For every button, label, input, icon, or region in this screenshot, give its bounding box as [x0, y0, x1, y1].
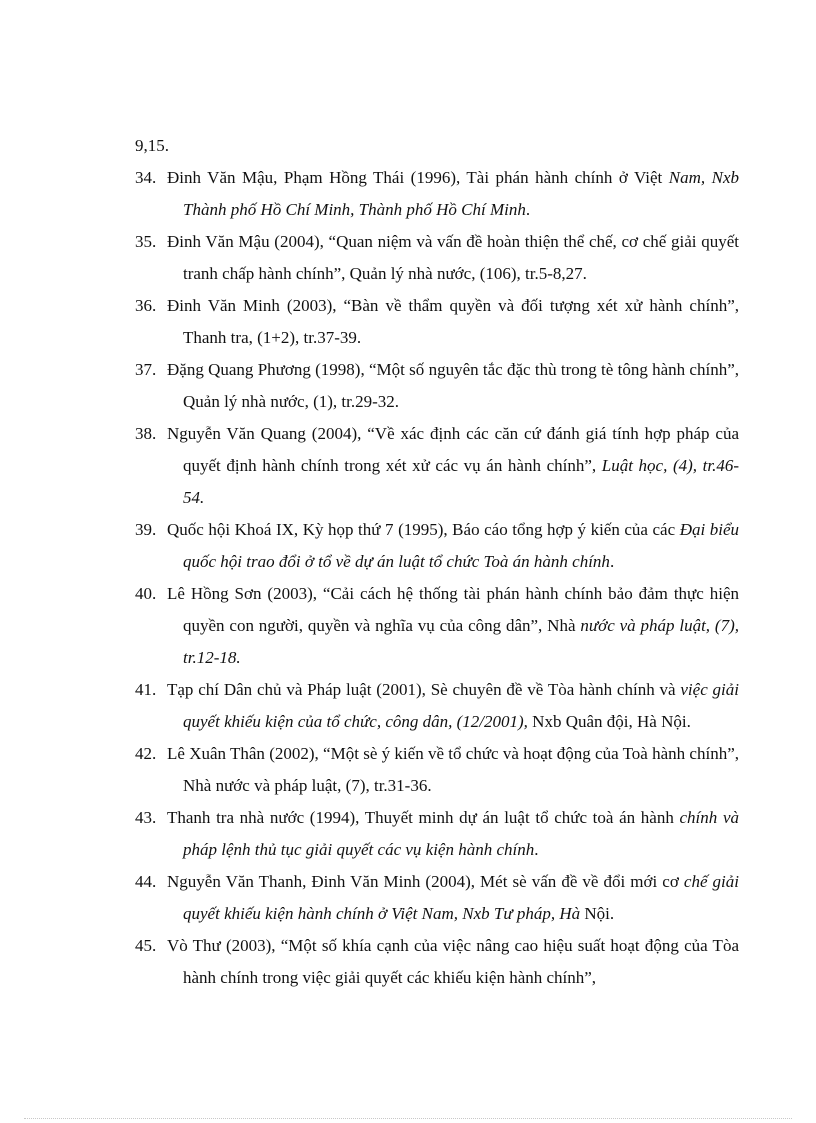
page-bottom-rule — [24, 1118, 792, 1119]
reference-plain-text: Lê Xuân Thân (2002), “Một sè ý kiến về tổ chức và hoạt động của Toà hành chính”, Nhà nước và pháp luật, (7), tr.31-36. — [167, 744, 739, 795]
reference-text — [167, 808, 739, 859]
reference-item — [135, 290, 739, 354]
reference-text — [167, 936, 739, 987]
reference-number: 44. — [135, 872, 157, 891]
reference-plain-text: Nguyễn Văn Thanh, Đinh Văn Minh (2004), Mét sè vấn đề về đổi mới cơ — [167, 872, 684, 891]
reference-text — [167, 584, 739, 667]
reference-text — [167, 520, 739, 571]
reference-text — [167, 296, 739, 347]
reference-number: 36. — [135, 296, 157, 315]
continuation-text: 9,15. — [135, 136, 169, 155]
reference-plain-text: Tạp chí Dân chủ và Pháp luật (2001), Sè chuyên đề về Tòa hành chính và — [167, 680, 681, 699]
reference-number: 45. — [135, 936, 157, 955]
reference-italic-text: Đại biểu quốc hội trao đổi ở tổ về dự án luật tổ chức Toà án hành chính — [183, 520, 739, 571]
reference-tail-text: . — [534, 840, 539, 859]
reference-italic-text: nước và pháp luật, (7), tr.12-18. — [183, 616, 739, 667]
reference-number: 39. — [135, 520, 157, 539]
reference-tail-text: Nội. — [580, 904, 615, 923]
reference-item — [135, 578, 739, 674]
reference-italic-text: Luật học, (4), tr.46-54. — [183, 456, 739, 507]
reference-item — [135, 162, 739, 226]
reference-number: 41. — [135, 680, 157, 699]
reference-number: 34. — [135, 168, 157, 187]
reference-text — [167, 360, 739, 411]
reference-text — [167, 232, 739, 283]
reference-number: 43. — [135, 808, 157, 827]
reference-plain-text: Đinh Văn Minh (2003), “Bàn về thẩm quyền và đối tượng xét xử hành chính”, Thanh tra, (1+2), tr.37-39. — [167, 296, 739, 347]
reference-text — [167, 424, 739, 507]
reference-text — [167, 680, 739, 731]
reference-item — [135, 418, 739, 514]
reference-plain-text: Vò Thư (2003), “Một số khía cạnh của việc nâng cao hiệu suất hoạt động của Tòa hành chính trong việc giải quyết các khiếu kiện hành chính”, — [167, 936, 739, 987]
reference-italic-text: chế giải quyết khiếu kiện hành chính ở Việt Nam, Nxb Tư pháp, Hà — [183, 872, 740, 923]
reference-italic-text: việc giải quyết khiếu kiện của tổ chức, công dân, (12/2001), — [183, 680, 739, 731]
reference-number: 38. — [135, 424, 157, 443]
reference-list — [135, 130, 739, 994]
reference-italic-text: Nam, Nxb Thành phố Hồ Chí Minh, Thành phố Hồ Chí Minh — [183, 168, 739, 219]
reference-italic-text: chính và pháp lệnh thủ tục giải quyết các vụ kiện hành chính — [183, 808, 739, 859]
reference-plain-text: Đặng Quang Phương (1998), “Một số nguyên tắc đặc thù trong tè tông hành chính”, Quản lý nhà nước, (1), tr.29-32. — [167, 360, 739, 411]
reference-text — [167, 168, 739, 219]
reference-item — [135, 226, 739, 290]
reference-plain-text: Đinh Văn Mậu (2004), “Quan niệm và vấn đề hoàn thiện thể chế, cơ chế giải quyết tranh chấp hành chính”, Quản lý nhà nước, (106), tr.5-8,27. — [167, 232, 739, 283]
reference-plain-text: Quốc hội Khoá IX, Kỳ họp thứ 7 (1995), Báo cáo tổng hợp ý kiến của các — [167, 520, 680, 539]
reference-number: 35. — [135, 232, 157, 251]
reference-plain-text: Thanh tra nhà nước (1994), Thuyết minh dự án luật tổ chức toà án hành — [167, 808, 680, 827]
reference-plain-text: Đinh Văn Mậu, Phạm Hồng Thái (1996), Tài phán hành chính ở Việt — [167, 168, 669, 187]
reference-item — [135, 514, 739, 578]
reference-item — [135, 866, 739, 930]
reference-text — [167, 744, 739, 795]
reference-item — [135, 802, 739, 866]
reference-plain-text: Lê Hồng Sơn (2003), “Cải cách hệ thống tài phán hành chính bảo đảm thực hiện quyền con người, quyền và nghĩa vụ của công dân”, Nhà — [167, 584, 739, 635]
reference-plain-text: Nguyễn Văn Quang (2004), “Về xác định các căn cứ đánh giá tính hợp pháp của quyết định hành chính trong xét xử các vụ án hành chính”, — [167, 424, 739, 475]
reference-item — [135, 354, 739, 418]
reference-item — [135, 930, 739, 994]
reference-number: 37. — [135, 360, 157, 379]
reference-item — [135, 738, 739, 802]
reference-item — [135, 674, 739, 738]
reference-text — [167, 872, 739, 923]
reference-tail-text: . — [525, 200, 531, 219]
reference-items — [135, 162, 739, 994]
reference-number: 40. — [135, 584, 157, 603]
reference-number: 42. — [135, 744, 157, 763]
reference-tail-text: . — [609, 552, 615, 571]
reference-tail-text: Nxb Quân đội, Hà Nội. — [527, 712, 691, 731]
